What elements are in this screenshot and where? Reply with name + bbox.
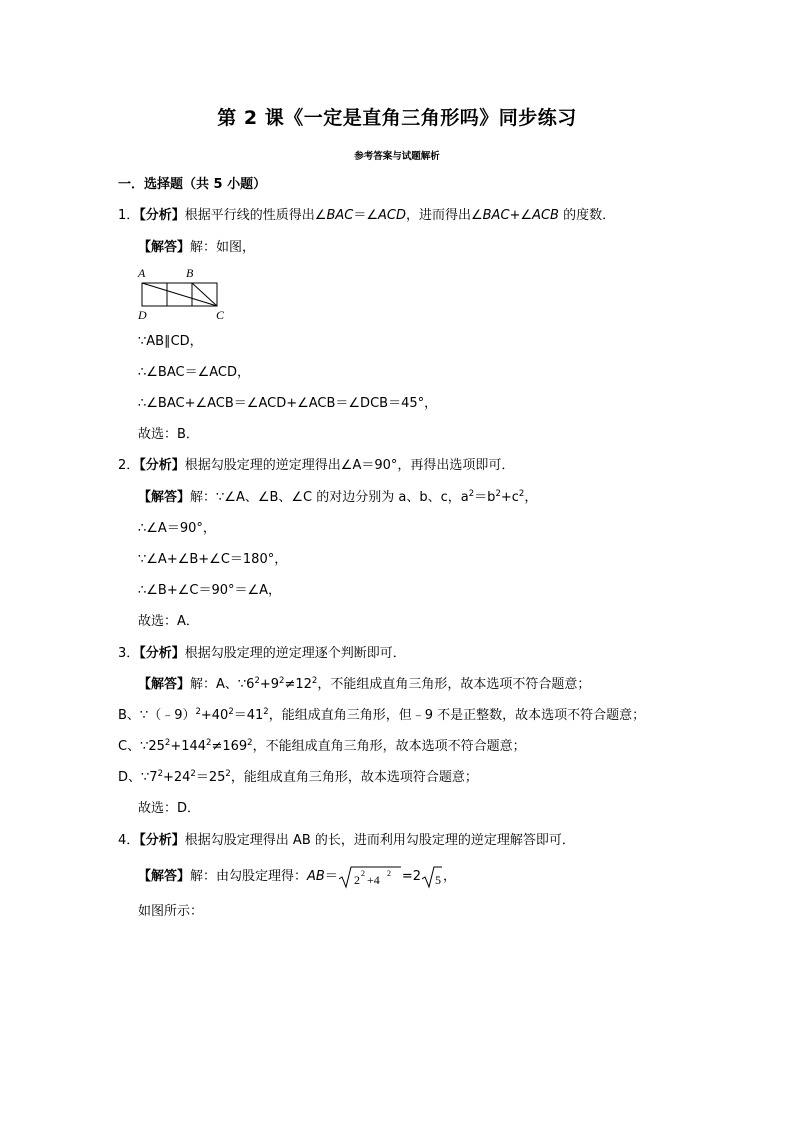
q3-option-d: D、$\because 7^2+24^2=25^2$，能组成直角三角形，故本选项符合题意； [118, 769, 478, 785]
sqrt-2sq-plus-4sq [338, 865, 402, 889]
q2-choice: 故选：A． [138, 614, 199, 629]
svg-text:5: 5 [435, 872, 442, 887]
q1-step1: ∵AB∥CD， [138, 334, 203, 349]
q1-rectangle-figure [136, 264, 232, 320]
q1-step2: ∴∠BAC＝∠ACD， [138, 365, 250, 380]
label-C: C [216, 308, 225, 320]
answer-tag: 【解答】 [138, 677, 191, 692]
svg-text:2: 2 [386, 868, 391, 878]
q3-option-a: 【解答】解：A、$\because 6^2+9^2\ne 12^2$，不能组成直角三角形，故本选项不符合题意； [138, 676, 591, 692]
analysis-tag: 【分析】 [139, 646, 185, 661]
q2-step2: ∵∠A+∠B+∠C＝180°， [138, 552, 288, 567]
q1-answer: 【解答】解：如图， [138, 240, 256, 255]
svg-text:2: 2 [353, 872, 360, 887]
q2-step3: ∴∠B+∠C＝90°＝∠A， [138, 583, 282, 598]
analysis-tag: 【分析】 [139, 208, 185, 223]
q4-analysis: 4．【分析】根据勾股定理得出 AB 的长，进而利用勾股定理的逆定理解答即可． [118, 833, 575, 848]
q3-choice: 故选：D． [138, 801, 201, 816]
q3-option-b: B、$\because(﹣9)^2+40^2=41^2$，能组成直角三角形，但﹣9 不是正整数，故本选项不符合题意； [118, 707, 646, 723]
q2-step1: ∴∠A＝90°， [138, 521, 216, 536]
label-D: D [138, 308, 147, 320]
svg-text:2: 2 [360, 868, 365, 878]
q2-analysis: 2．【分析】根据勾股定理的逆定理得出∠A＝90°，再得出选项即可． [118, 458, 515, 473]
label-A: A [138, 266, 146, 280]
analysis-tag: 【分析】 [139, 833, 185, 848]
q1-step3: ∴∠BAC+∠ACB＝∠ACD+∠ACB＝∠DCB＝45°， [138, 396, 438, 411]
section-heading: 一．选择题（共 5 小题） [118, 177, 267, 192]
q1-choice: 故选：B． [138, 427, 199, 442]
diagonal-AC [142, 283, 217, 306]
answer-tag: 【解答】 [138, 869, 191, 884]
sqrt-5 [421, 865, 443, 889]
analysis-tag: 【分析】 [139, 458, 185, 473]
page-subtitle: 参考答案与试题解析 [354, 151, 440, 162]
label-B: B [186, 266, 194, 280]
q1-analysis: 1．【分析】根据平行线的性质得出∠BAC＝∠ACD，进而得出∠BAC+∠ACB 的度数． [118, 208, 616, 223]
q2-answer: 【解答】解：∵∠A、∠B、∠C 的对边分别为 a、b、c，$a^2=b^2+c^2$， [138, 489, 538, 505]
q4-answer: 【解答】解：由勾股定理得：AB＝ 2 2 +4 2 =2 5 ， [138, 864, 456, 890]
svg-text:+4: +4 [366, 872, 380, 887]
q3-option-c: C、$\because 25^2+144^2\ne 169^2$，不能组成直角三角形，故本选项不符合题意； [118, 738, 526, 754]
answer-tag: 【解答】 [138, 240, 191, 255]
page-title: 第 2 课《一定是直角三角形吗》同步练习 [217, 107, 577, 129]
q4-figure-label: 如图所示： [138, 904, 204, 919]
q3-analysis: 3．【分析】根据勾股定理的逆定理逐个判断即可． [118, 646, 406, 661]
answer-tag: 【解答】 [138, 490, 191, 505]
